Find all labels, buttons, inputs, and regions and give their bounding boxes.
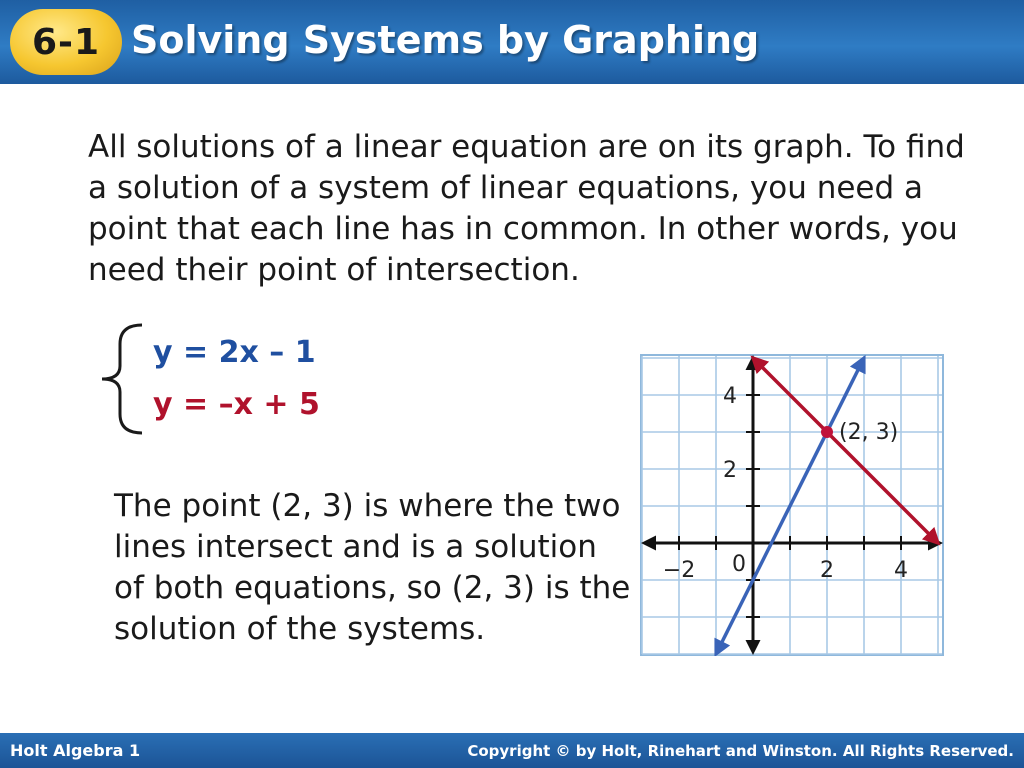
intro-paragraph: All solutions of a linear equation are on its graph. To find a solution of a system of linear equations, you need a point that each line has in common. In other words, you need their point of intersection. [88,129,965,288]
conclusion-paragraph: The point (2, 3) is where the two lines intersect and is a solution of both equations, so (2, 3) is the solution of the systems. [114,488,631,647]
y-tick-label: 4 [723,384,737,409]
equation-1: y = 2x – 1 [153,335,316,370]
equation-2: y = –x + 5 [153,387,320,422]
coordinate-graph [640,354,944,656]
footer-bar [0,733,1024,768]
lesson-badge [10,9,122,75]
x-tick-label: 4 [894,558,908,583]
slide-title: Solving Systems by Graphing [131,18,760,62]
footer-copyright: Copyright © by Holt, Rinehart and Winston. All Rights Reserved. [467,742,1014,760]
intersection-point [821,426,833,438]
lesson-number: 6-1 [31,21,101,63]
title-bar [0,0,1024,84]
system-brace-icon [96,322,156,436]
footer-book-title: Holt Algebra 1 [10,741,141,760]
x-tick-label: −2 [662,558,696,583]
y-tick-label: 2 [723,458,737,483]
x-tick-label: 2 [820,558,834,583]
x-tick-label: 0 [732,552,746,577]
intersection-label: (2, 3) [839,420,899,445]
